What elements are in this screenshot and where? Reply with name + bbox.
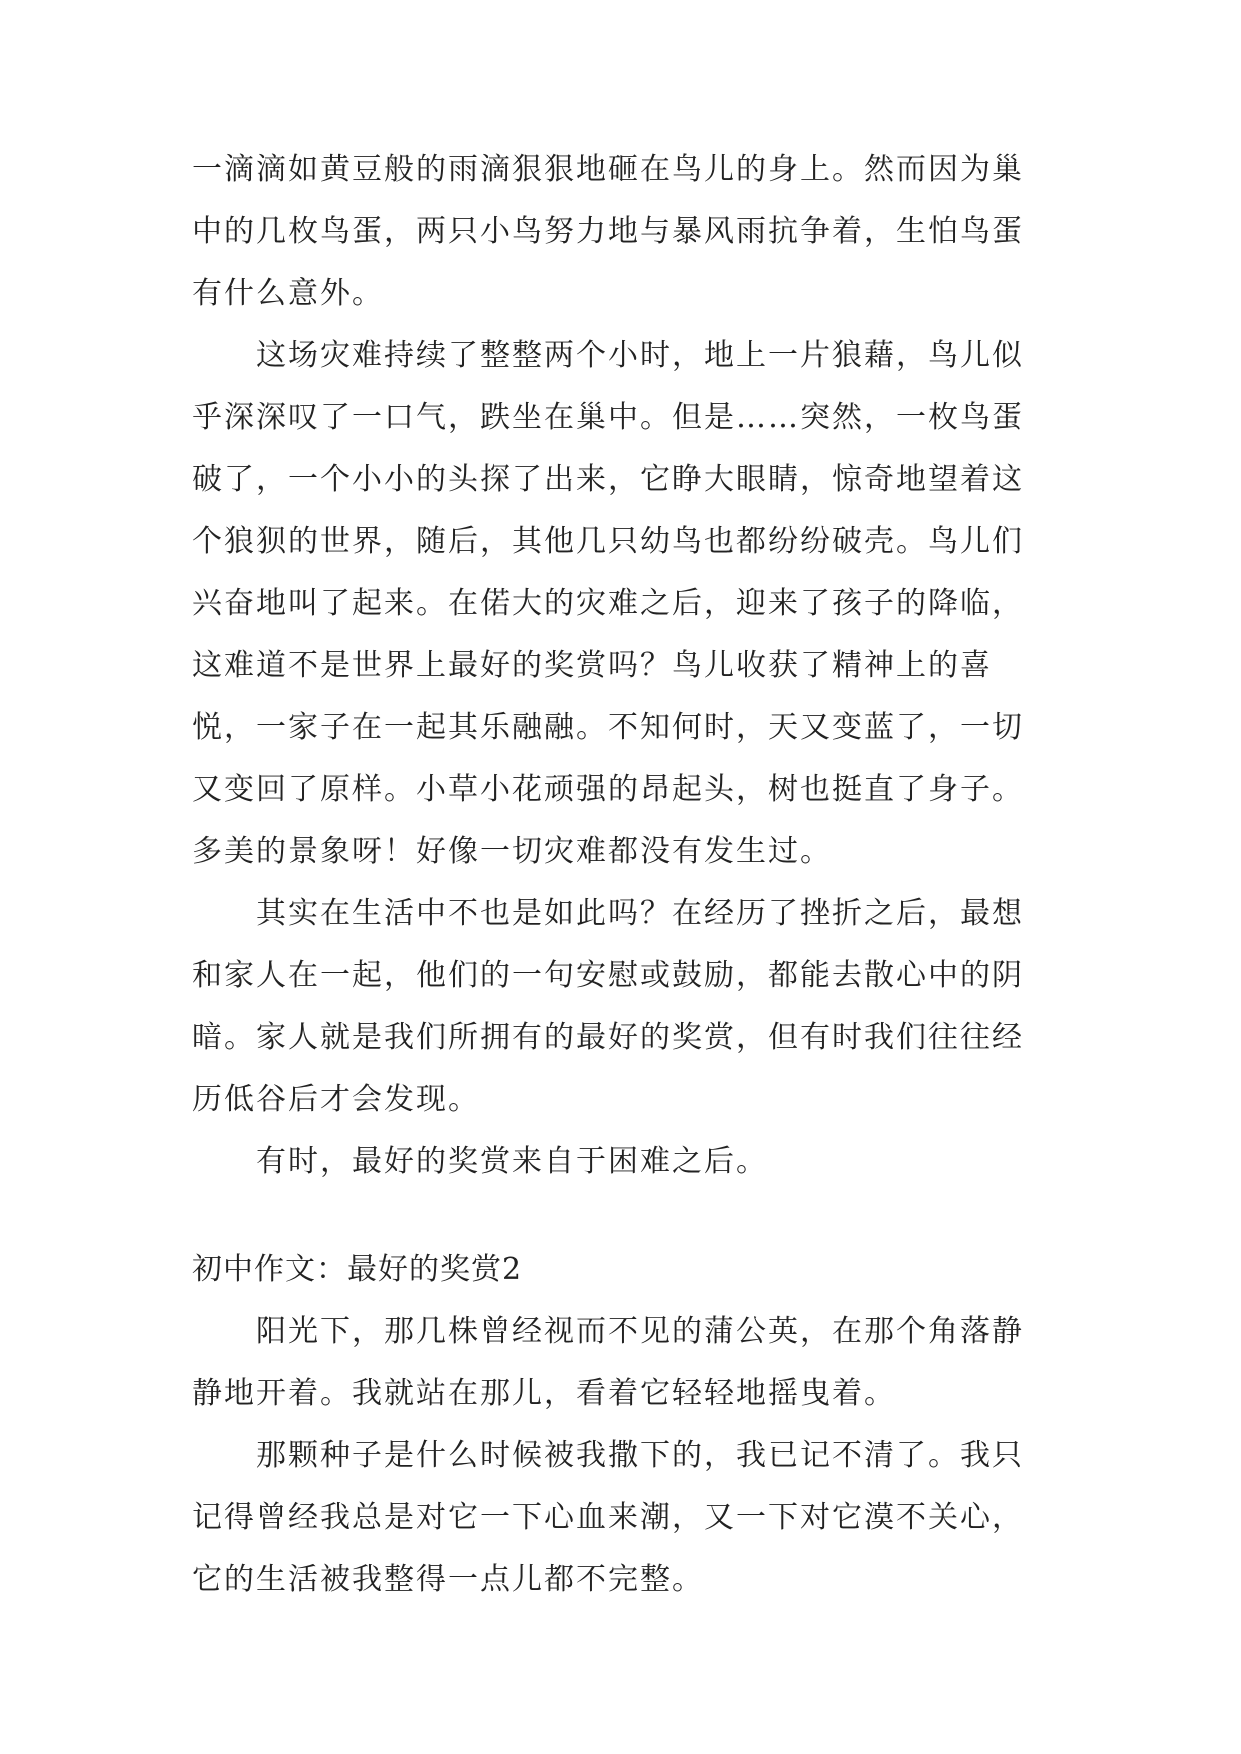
text-line: 乎深深叹了一口气，跌坐在巢中。但是……突然，一枚鸟蛋 [192,400,1024,435]
text-line: 这难道不是世界上最好的奖赏吗？鸟儿收获了精神上的喜 [192,648,992,683]
text-line: 又变回了原样。小草小花顽强的昂起头，树也挺直了身子。 [192,772,1024,807]
paragraph-first-line: 这场灾难持续了整整两个小时，地上一片狼藉，鸟儿似 [256,338,1024,373]
essay-heading: 初中作文：最好的奖赏2 [192,1252,523,1287]
text-line: 记得曾经我总是对它一下心血来潮，又一下对它漠不关心， [192,1500,1024,1535]
text-line: 破了，一个小小的头探了出来，它睁大眼睛，惊奇地望着这 [192,462,1024,497]
text-line: 悦，一家子在一起其乐融融。不知何时，天又变蓝了，一切 [192,710,1024,745]
text-line: 中的几枚鸟蛋，两只小鸟努力地与暴风雨抗争着，生怕鸟蛋 [192,214,1024,249]
text-line: 静地开着。我就站在那儿，看着它轻轻地摇曳着。 [192,1376,896,1411]
text-line: 历低谷后才会发现。 [192,1082,480,1117]
text-line: 兴奋地叫了起来。在偌大的灾难之后，迎来了孩子的降临， [192,586,1024,621]
paragraph-first-line: 其实在生活中不也是如此吗？在经历了挫折之后，最想 [256,896,1024,931]
text-line: 有什么意外。 [192,276,384,311]
text-line: 多美的景象呀！好像一切灾难都没有发生过。 [192,834,832,869]
text-line: 暗。家人就是我们所拥有的最好的奖赏，但有时我们往往经 [192,1020,1024,1055]
paragraph-first-line: 有时，最好的奖赏来自于困难之后。 [256,1144,768,1179]
paragraph-first-line: 阳光下，那几株曾经视而不见的蒲公英，在那个角落静 [256,1314,1024,1349]
text-line: 它的生活被我整得一点儿都不完整。 [192,1562,704,1597]
text-line: 个狼狈的世界，随后，其他几只幼鸟也都纷纷破壳。鸟儿们 [192,524,1024,559]
paragraph-first-line: 那颗种子是什么时候被我撒下的，我已记不清了。我只 [256,1438,1024,1473]
text-line: 和家人在一起，他们的一句安慰或鼓励，都能去散心中的阴 [192,958,1024,993]
text-line: 一滴滴如黄豆般的雨滴狠狠地砸在鸟儿的身上。然而因为巢 [192,152,1024,187]
